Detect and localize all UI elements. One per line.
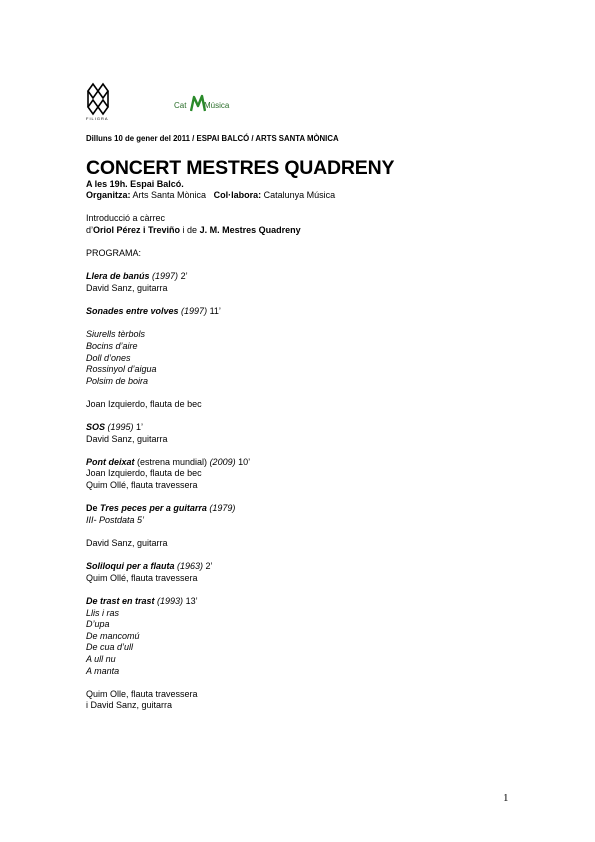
performer: Quim Ollé, flauta travessera (86, 572, 198, 583)
movement: A manta (86, 665, 120, 676)
header-logos (86, 82, 286, 122)
piece-duration: 11’ (207, 306, 221, 317)
organitza-label: Organitza: (86, 190, 131, 201)
performer: David Sanz, guitarra (86, 538, 168, 548)
program-item (86, 271, 526, 294)
movement: Llis i ras (86, 607, 120, 618)
movement: A ull nu (86, 653, 116, 664)
piece-year: (1993) (154, 595, 184, 606)
movement: D’upa (86, 619, 110, 630)
organizers-line (86, 190, 526, 202)
catmusica-logo-part1: Cat (174, 101, 187, 110)
piece-duration: 2’ (203, 561, 213, 572)
piece-year: (1997) (149, 271, 179, 282)
piece-title: Sonades entre volves (86, 306, 179, 317)
movement: Bocins d’aire (86, 340, 138, 351)
intro-line-1: Introducció a càrrec (86, 213, 166, 224)
piece-subtitle: III- Postdata 5’ (86, 514, 145, 525)
piece-duration: 10’ (235, 456, 251, 467)
piece-note: (estrena mundial) (134, 456, 208, 467)
catmusica-logo-part2: Música (204, 101, 230, 110)
performer: Joan Izquierdo, flauta de bec (86, 468, 202, 479)
performer: Joan Izquierdo, flauta de bec (86, 398, 202, 409)
program-item (86, 596, 526, 712)
piece-year: (1979) (206, 503, 236, 514)
movement: De mancomú (86, 630, 140, 641)
piece-title: Llera de banús (86, 271, 150, 282)
piece-title: Pont deixat (86, 456, 135, 467)
piece-title: SOS (86, 422, 106, 433)
intro-prefix: d’ (86, 224, 94, 235)
movement: Siurells tèrbols (86, 329, 146, 340)
intro-line-2 (86, 225, 526, 237)
filigrana-logo (86, 82, 118, 122)
piece-duration: 1’ (133, 422, 144, 433)
program-label: PROGRAMA: (86, 248, 142, 259)
organitza-value: Arts Santa Mònica (132, 190, 207, 201)
filigrana-logo-icon (86, 82, 116, 116)
time-place: A les 19h. Espai Balcó. (86, 178, 184, 189)
intro-person-1: Oriol Pérez i Treviño (93, 224, 181, 235)
piece-year: (1963) (174, 561, 204, 572)
piece-duration: 2’ (178, 271, 188, 282)
movement: Polsim de boira (86, 375, 149, 386)
piece-duration: 13’ (183, 595, 198, 606)
program-item (86, 306, 526, 410)
colabora-value: Catalunya Música (263, 190, 336, 201)
performer: Quim Ollé, flauta travessera (86, 480, 198, 491)
piece-title: Soliloqui per a flauta (86, 561, 175, 572)
page-number: 1 (503, 792, 509, 804)
page-title: CONCERT MESTRES QUADRENY (86, 156, 395, 179)
piece-year: (1995) (105, 422, 134, 433)
intro-person-2: J. M. Mestres Quadreny (199, 224, 301, 235)
program-item (86, 503, 526, 549)
colabora-label: Col·labora: (213, 190, 262, 201)
performer: Quim Olle, flauta travessera (86, 688, 198, 699)
filigrana-logo-text: FILIGRA (86, 116, 109, 121)
performer: David Sanz, guitarra (86, 282, 168, 293)
movement: Rossinyol d’aigua (86, 364, 157, 375)
piece-title: De trast en trast (86, 595, 155, 606)
movement: De cua d’ull (86, 642, 134, 653)
program-item (86, 457, 526, 492)
piece-title: Tres peces per a guitarra (100, 503, 207, 514)
piece-year: (1997) (178, 306, 208, 317)
movement: Doll d’ones (86, 352, 131, 363)
program-item (86, 561, 526, 584)
intro-connector: i de (180, 224, 200, 235)
date-line: Dilluns 10 de gener del 2011 / ESPAI BALCÓ / ARTS SANTA MÒNICA (86, 134, 339, 143)
performer: David Sanz, guitarra (86, 433, 168, 444)
piece-title-prefix: De (86, 503, 101, 514)
program-item (86, 422, 526, 445)
document-body (86, 128, 526, 712)
piece-year: (2009) (207, 456, 236, 467)
performer: i David Sanz, guitarra (86, 700, 173, 711)
